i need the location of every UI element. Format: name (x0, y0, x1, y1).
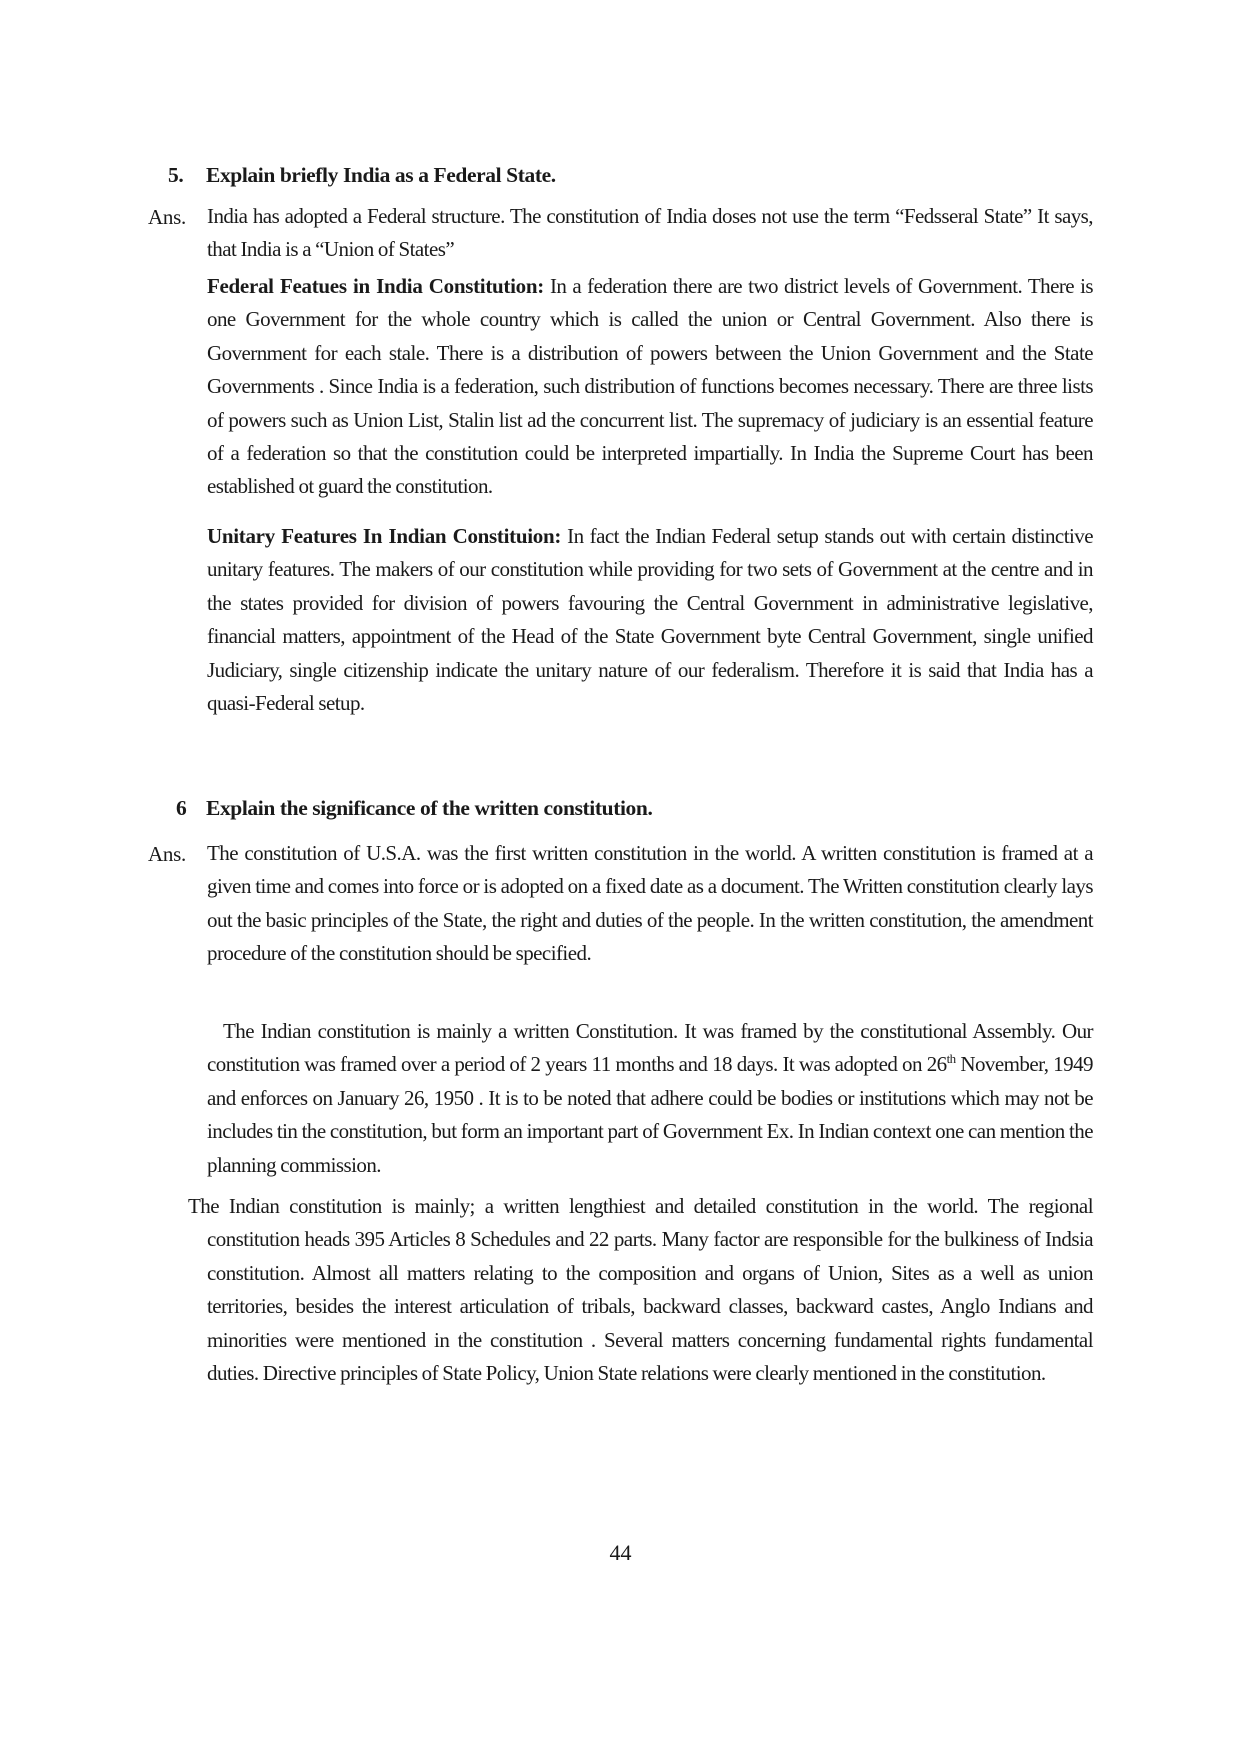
question-title: Explain the significance of the written constitution. (206, 796, 653, 820)
indian-constitution-paragraph (207, 1015, 1093, 1182)
answer-intro-paragraph (207, 200, 1093, 267)
ordinal-superscript: th (946, 1051, 956, 1067)
section-heading: Federal Featues in India Constitution: (207, 274, 544, 298)
answer-intro-paragraph (207, 837, 1093, 971)
answer-label: Ans. (148, 842, 186, 866)
lengthiest-constitution-paragraph (188, 1190, 1093, 1390)
answer-label: Ans. (148, 205, 186, 229)
paragraph-text: November, 1949 and enforces on January 26, 1950 . It is to be noted that adhere could be bodies or institutions which may not be includes tin the constitution, but form an important part of Government Ex. In Indian context one can mention the planning commission. (207, 1052, 1093, 1177)
paragraph-text: The Indian constitution is mainly; a written lengthiest and detailed constitution in the world. The regional constitution heads 395 Articles 8 Schedules and 22 parts. Many factor are responsible for the bulkiness of Indsia constitution. Almost all matters relating to the composition and organs of Union, Sites as a well as union territories, besides the interest articulation of tribals, backward classes, backward castes, Anglo Indians and minorities were mentioned in the constitution . Several matters concerning fundamental rights fundamental duties. Directive principles of State Policy, Union State relations were clearly mentioned in the constitution. (188, 1194, 1093, 1386)
section-text: In a federation there are two district levels of Government. There is one Government for the whole country which is called the union or Central Government. Also there is Government for each stale. There is a distribution of powers between the Union Government and the State Governments . Since India is a federation, such distribution of functions becomes necessary. There are three lists of powers such as Union List, Stalin list ad the concurrent list. The supremacy of judiciary is an essential feature of a federation so that the constitution could be interpreted impartially. In India the Supreme Court has been established ot guard the constitution. (207, 274, 1093, 499)
answer-intro-text: India has adopted a Federal structure. The constitution of India doses not use the term “Fedsseral State” It says, that India is a “Union of States” (207, 204, 1093, 262)
question-number: 5. (168, 163, 184, 187)
question-title: Explain briefly India as a Federal State. (206, 163, 556, 187)
unitary-features-paragraph (207, 520, 1093, 720)
question-number: 6 (176, 796, 187, 820)
question-6-heading (168, 796, 652, 821)
page-number: 44 (609, 1540, 632, 1565)
paragraph-text: The Indian constitution is mainly a written Constitution. It was framed by the constitutional Assembly. Our constitution was framed over a period of 2 years 11 months and 18 days. It was adopted on 26 (207, 1019, 1093, 1077)
answer-intro-text: The constitution of U.S.A. was the first written constitution in the world. A written constitution is framed at a given time and comes into force or is adopted on a fixed date as a document. The Written constitution clearly lays out the basic principles of the State, the right and duties of the people. In the written constitution, the amendment procedure of the constitution should be specified. (207, 841, 1093, 966)
question-5-heading (168, 163, 556, 188)
federal-features-paragraph (207, 270, 1093, 504)
section-text: In fact the Indian Federal setup stands out with certain distinctive unitary features. The makers of our constitution while providing for two sets of Government at the centre and in the states provided for division of powers favouring the Central Government in administrative legislative, financial matters, appointment of the Head of the State Government byte Central Government, single unified Judiciary, single citizenship indicate the unitary nature of our federalism. Therefore it is said that India has a quasi-Federal setup. (207, 524, 1093, 716)
section-heading: Unitary Features In Indian Constituion: (207, 524, 562, 548)
